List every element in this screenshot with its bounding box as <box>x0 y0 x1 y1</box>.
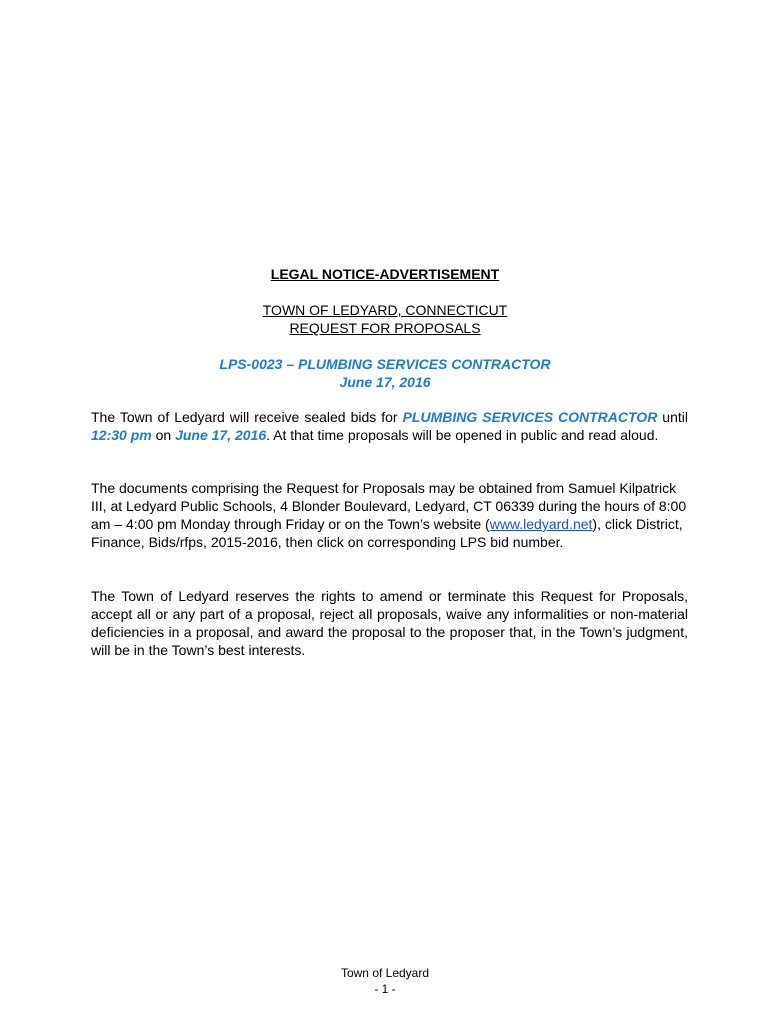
bid-paragraph-text-c: on <box>151 427 176 443</box>
bid-reference: LPS-0023 – PLUMBING SERVICES CONTRACTOR <box>219 356 551 372</box>
bid-paragraph-text-a: The Town of Ledyard will receive sealed bids for <box>91 409 403 425</box>
town-title: TOWN OF LEDYARD, CONNECTICUT <box>262 302 508 318</box>
bid-paragraph-text-b: until <box>657 409 688 425</box>
request-title: REQUEST FOR PROPOSALS <box>289 320 481 336</box>
notice-heading: LEGAL NOTICE-ADVERTISEMENT <box>270 266 500 282</box>
time-highlight: 12:30 pm <box>91 427 152 443</box>
website-link[interactable]: www.ledyard.net <box>489 516 593 532</box>
date-highlight: June 17, 2016 <box>175 427 267 443</box>
page-number: - 1 - <box>374 982 396 996</box>
footer-organization: Town of Ledyard <box>340 966 430 980</box>
documents-paragraph <box>91 479 688 551</box>
bid-paragraph-text-d: . At that time proposals will be opened in public and read aloud. <box>266 427 659 443</box>
bid-paragraph <box>91 408 688 444</box>
bid-date: June 17, 2016 <box>339 374 431 390</box>
documents-paragraph-text-a: The documents comprising the Request for Proposals may be obtained from Samuel Kilpatrick III, at Ledyard Public Schools, 4 Blonder Boulevard, Ledyard, CT 06339 during the hours of 8:00 am – 4:00 pm Monday through Friday or on the Town’s website ( <box>91 480 687 532</box>
rights-paragraph: The Town of Ledyard reserves the rights to amend or terminate this Request for Proposals, accept all or any part of a proposal, reject all proposals, waive any informalities or non-material deficiencies in a proposal, and award the proposal to the proposer that, in the Town’s judgment, will be in the Town’s best interests. <box>91 588 688 658</box>
service-highlight: PLUMBING SERVICES CONTRACTOR <box>402 409 658 425</box>
documents-paragraph-text-b: ), click District, Finance, Bids/rfps, 2015-2016, then click on corresponding LPS bid number. <box>91 516 683 550</box>
